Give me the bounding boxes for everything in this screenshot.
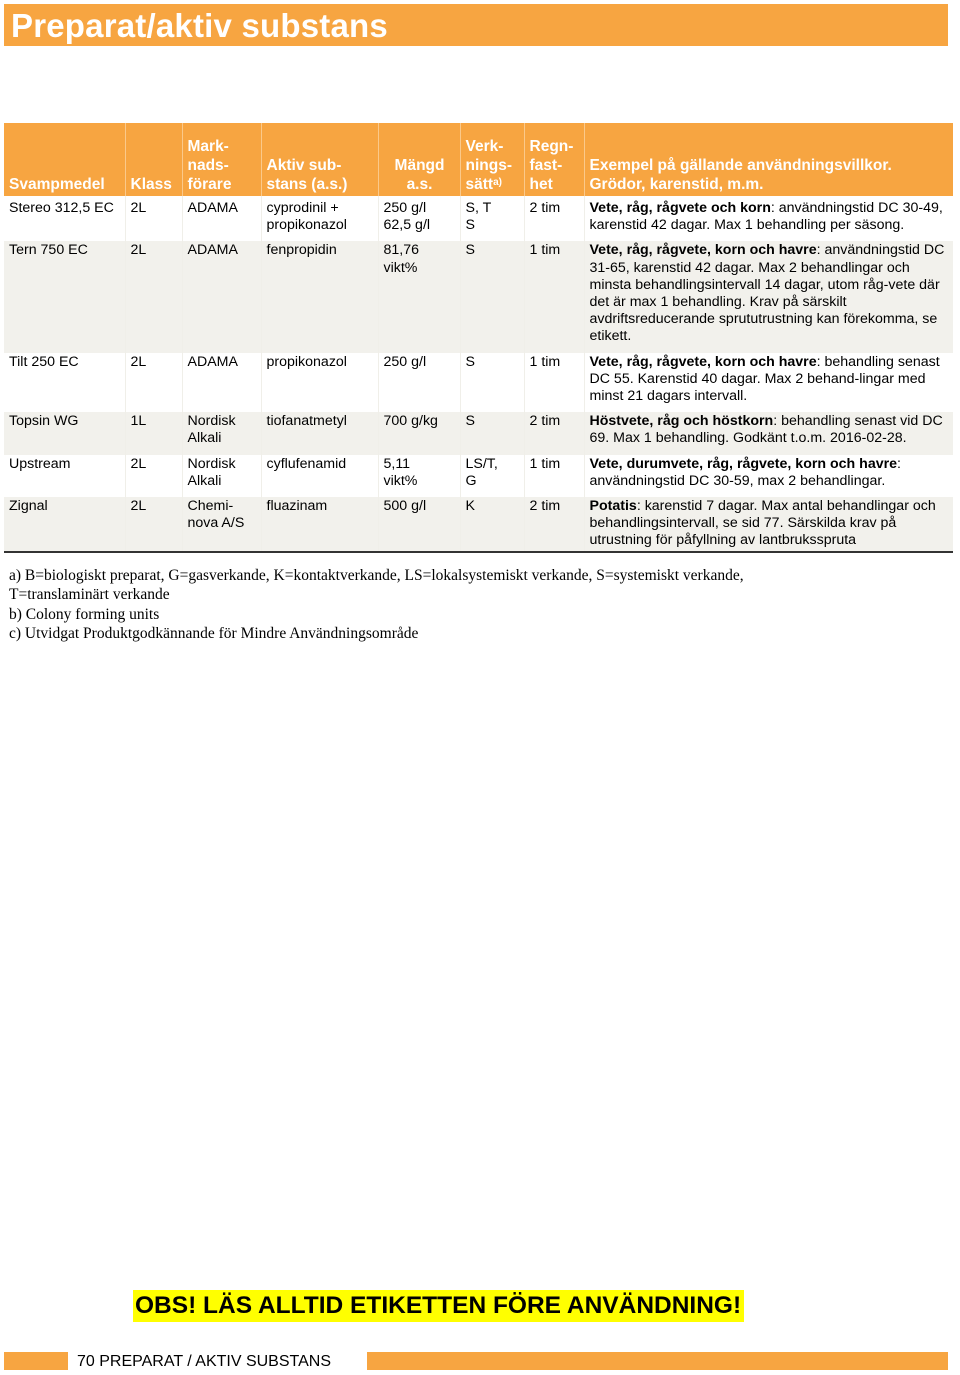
cell-conditions — [584, 412, 953, 454]
footer-right-bar — [367, 1352, 948, 1370]
cell-conditions — [584, 196, 953, 241]
cell-amount: 81,76 vikt% — [378, 241, 460, 352]
cell-product: Tern 750 EC — [4, 241, 125, 352]
conditions-text: : användningstid DC 31-65, karenstid 42 dagar. Max 2 behandlingar och minsta behandlingsintervall 14 dagar, utom råg-vete där det är max 1 behandling. Krav på särskilt avdriftsreducerande sprututrustning kan förekomma, se etikett. — [589, 242, 945, 345]
page-footer: 70 PREPARAT / AKTIV SUBSTANS — [77, 1353, 332, 1370]
cell-product: Stereo 312,5 EC — [4, 196, 125, 241]
footer-left-bar — [4, 1352, 68, 1370]
crops-text: Potatis — [589, 498, 637, 515]
header-verkningssatt: Verk- nings- sätt$^{a)}$ — [460, 123, 524, 196]
cell-product: Topsin WG — [4, 412, 125, 454]
cell-marketer: ADAMA — [182, 353, 261, 413]
cell-conditions — [584, 241, 953, 352]
table-row — [4, 497, 953, 552]
conditions-text: : användningstid DC 30-49, karenstid 42 dagar. Max 1 behandling per säsong. — [589, 200, 943, 234]
cell-klass: 2L — [125, 196, 182, 241]
cell-klass: 2L — [125, 353, 182, 413]
header-svampmedel: Svampmedel — [4, 123, 125, 196]
cell-mode: S — [460, 241, 524, 352]
header-mangd: Mängd a.s. — [378, 123, 460, 196]
cell-rainfast: 2 tim — [524, 412, 584, 454]
header-exempel: Exempel på gällande användningsvillkor. Grödor, karenstid, m.m. — [584, 123, 953, 196]
table-row — [4, 196, 953, 241]
conditions-text: : användningstid DC 30-59, max 2 behandlingar. — [589, 455, 901, 489]
cell-substance: tiofanatmetyl — [261, 412, 378, 454]
cell-marketer: ADAMA — [182, 196, 261, 241]
cell-rainfast: 2 tim — [524, 196, 584, 241]
fungicide-table-container — [4, 123, 953, 553]
crops-text: Vete, durumvete, råg, rågvete, korn och havre — [589, 455, 898, 472]
cell-mode: S — [460, 412, 524, 454]
cell-amount: 250 g/l — [378, 353, 460, 413]
cell-substance: cyprodinil + propikonazol — [261, 196, 378, 241]
cell-klass: 1L — [125, 412, 182, 454]
title-bar — [4, 4, 948, 46]
fungicide-table — [4, 123, 953, 553]
cell-substance: cyflufenamid — [261, 455, 378, 497]
crops-text: Höstvete, råg och höstkorn — [589, 413, 774, 430]
cell-mode: S — [460, 353, 524, 413]
cell-product: Tilt 250 EC — [4, 353, 125, 413]
cell-klass: 2L — [125, 241, 182, 352]
crops-text: Vete, råg, rågvete och korn — [589, 200, 771, 216]
conditions-text: : behandling senast vid DC 69. Max 1 behandling. Godkänt t.o.m. 2016-02-28. — [589, 413, 943, 447]
cell-klass: 2L — [125, 497, 182, 552]
cell-amount: 5,11 vikt% — [378, 455, 460, 497]
header-klass: Klass — [125, 123, 182, 196]
table-row — [4, 412, 953, 454]
cell-klass: 2L — [125, 455, 182, 497]
header-marknadsforare: Mark- nads- förare — [182, 123, 261, 196]
footnotes — [9, 566, 839, 644]
cell-rainfast: 1 tim — [524, 353, 584, 413]
crops-text: Vete, råg, rågvete, korn och havre — [589, 353, 817, 370]
cell-substance: fluazinam — [261, 497, 378, 552]
cell-marketer: Nordisk Alkali — [182, 455, 261, 497]
cell-marketer: Chemi- nova A/S — [182, 497, 261, 552]
table-row — [4, 353, 953, 413]
cell-amount: 250 g/l 62,5 g/l — [378, 196, 460, 241]
cell-amount: 500 g/l — [378, 497, 460, 552]
cell-rainfast: 2 tim — [524, 497, 584, 552]
footnote-a: a) B=biologiskt preparat, G=gasverkande, K=kontaktverkande, LS=lokalsystemiskt verkande, S=systemiskt verkande, T=translaminärt verkande — [9, 567, 744, 604]
warning-banner: OBS! LÄS ALLTID ETIKETTEN FÖRE ANVÄNDNING! — [133, 1290, 744, 1322]
conditions-text: : behandling senast DC 55. Karenstid 40 dagar. Max 2 behand-lingar med minst 21 dagars intervall. — [589, 353, 940, 405]
cell-mode: LS/T, G — [460, 455, 524, 497]
cell-amount: 700 g/kg — [378, 412, 460, 454]
cell-marketer: Nordisk Alkali — [182, 412, 261, 454]
cell-mode: S, T S — [460, 196, 524, 241]
footnote-c: c) Utvidgat Produktgodkännande för Mindre Användningsområde — [9, 625, 419, 643]
cell-substance: fenpropidin — [261, 241, 378, 352]
header-regnfasthet: Regn- fast- het — [524, 123, 584, 196]
cell-product: Zignal — [4, 497, 125, 552]
table-row — [4, 455, 953, 497]
cell-rainfast: 1 tim — [524, 241, 584, 352]
footnote-b: b) Colony forming units — [9, 605, 160, 623]
header-aktiv-substans: Aktiv sub- stans (a.s.) — [261, 123, 378, 196]
cell-mode: K — [460, 497, 524, 552]
cell-conditions — [584, 455, 953, 497]
conditions-text: : karenstid 7 dagar. Max antal behandlingar och behandlingsintervall, se sid 77. Särskilda krav på utrustning för påfyllning av lantbruksspruta — [589, 498, 936, 549]
cell-substance: propikonazol — [261, 353, 378, 413]
cell-conditions — [584, 497, 953, 552]
page-title: Preparat/aktiv substans — [11, 7, 388, 44]
cell-conditions — [584, 353, 953, 413]
cell-product: Upstream — [4, 455, 125, 497]
table-header-row — [4, 123, 953, 196]
cell-rainfast: 1 tim — [524, 455, 584, 497]
cell-marketer: ADAMA — [182, 241, 261, 352]
footnote-ref-a: a) — [493, 177, 502, 188]
crops-text: Vete, råg, rågvete, korn och havre — [589, 242, 817, 259]
table-row — [4, 241, 953, 352]
